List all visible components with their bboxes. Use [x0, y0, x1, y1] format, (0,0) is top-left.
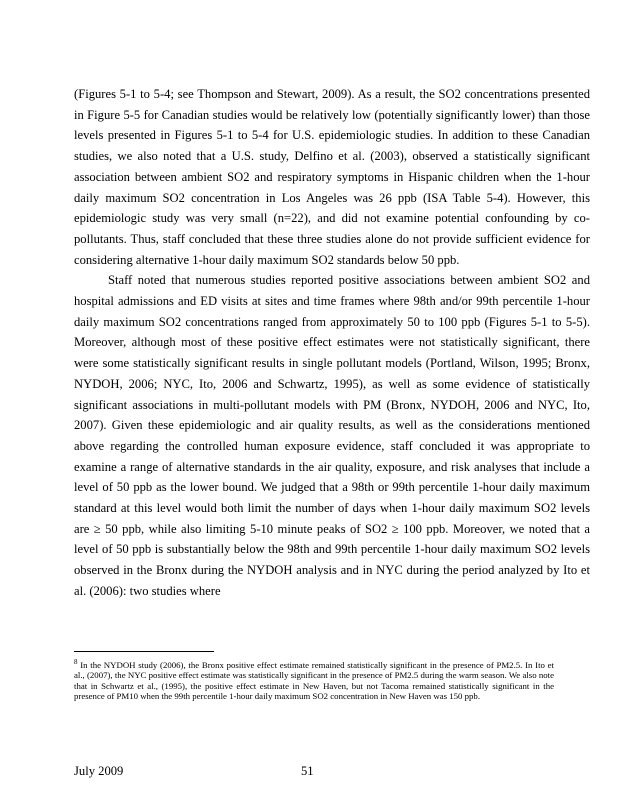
- footnote: [74, 660, 554, 702]
- page-number: 51: [301, 764, 314, 778]
- footnote-text: In the NYDOH study (2006), the Bronx positive effect estimate remained statistically significant in the presence of PM2.5. In Ito et al., (2007), the NYC positive effect estimate was statistically significant in the presence of PM2.5 during the warm season. We also note that in Schwartz et al., (1995), the positive effect estimate in New Haven, but not Tacoma remained statistically significant in the presence of PM10 when the 99th percentile 1-hour daily maximum SO2 concentration in New Haven was 150 ppb.: [74, 660, 554, 702]
- footnote-separator: [74, 651, 214, 652]
- paragraph-staff-noted: Staff noted that numerous studies reported positive associations between ambient SO2 and hospital admissions and ED visits at sites and time frames where 98th and/or 99th percentile 1-hour daily maximum SO2 concentrations ranged from approximately 50 to 100 ppb (Figures 5-1 to 5-5). Moreover, although most of these positive effect estimates were not statistically significant, there were some statistically significant results in single pollutant models (Portland, Wilson, 1995; Bronx, NYDOH, 2006; NYC, Ito, 2006 and Schwartz, 1995), as well as some evidence of statistically significant associations in multi-pollutant models with PM (Bronx, NYDOH, 2006 and NYC, Ito, 2007). Given these epidemiologic and air quality results, as well as the considerations mentioned above regarding the controlled human exposure evidence, staff concluded it was appropriate to examine a range of alternative standards in the air quality, exposure, and risk analyses that include a level of 50 ppb as the lower bound. We judged that a 98th or 99th percentile 1-hour daily maximum standard at this level would both limit the number of days when 1-hour daily maximum SO2 levels are ≥ 50 ppb, while also limiting 5-10 minute peaks of SO2 ≥ 100 ppb. Moreover, we noted that a level of 50 ppb is substantially below the 98th and 99th percentile 1-hour daily maximum SO2 levels observed in the Bronx during the NYDOH analysis and in NYC during the period analyzed by Ito et al. (2006): two studies where: [74, 273, 590, 598]
- body-text: [74, 84, 590, 602]
- footnote-marker: 8: [74, 658, 78, 667]
- paragraph-continuation: (Figures 5-1 to 5-4; see Thompson and Stewart, 2009). As a result, the SO2 concentrations presented in Figure 5-5 for Canadian studies would be relatively low (potentially significantly lower) than those levels presented in Figures 5-1 to 5-4 for U.S. epidemiologic studies. In addition to these Canadian studies, we also noted that a U.S. study, Delfino et al. (2003), observed a statistically significant association between ambient SO2 and respiratory symptoms in Hispanic children when the 1-hour daily maximum SO2 concentration in Los Angeles was 26 ppb (ISA Table 5-4). However, this epidemiologic study was very small (n=22), and did not examine potential confounding by co-pollutants. Thus, staff concluded that these three studies alone do not provide sufficient evidence for considering alternative 1-hour daily maximum SO2 standards below 50 ppb.: [74, 87, 590, 267]
- footer-date: July 2009: [74, 764, 124, 778]
